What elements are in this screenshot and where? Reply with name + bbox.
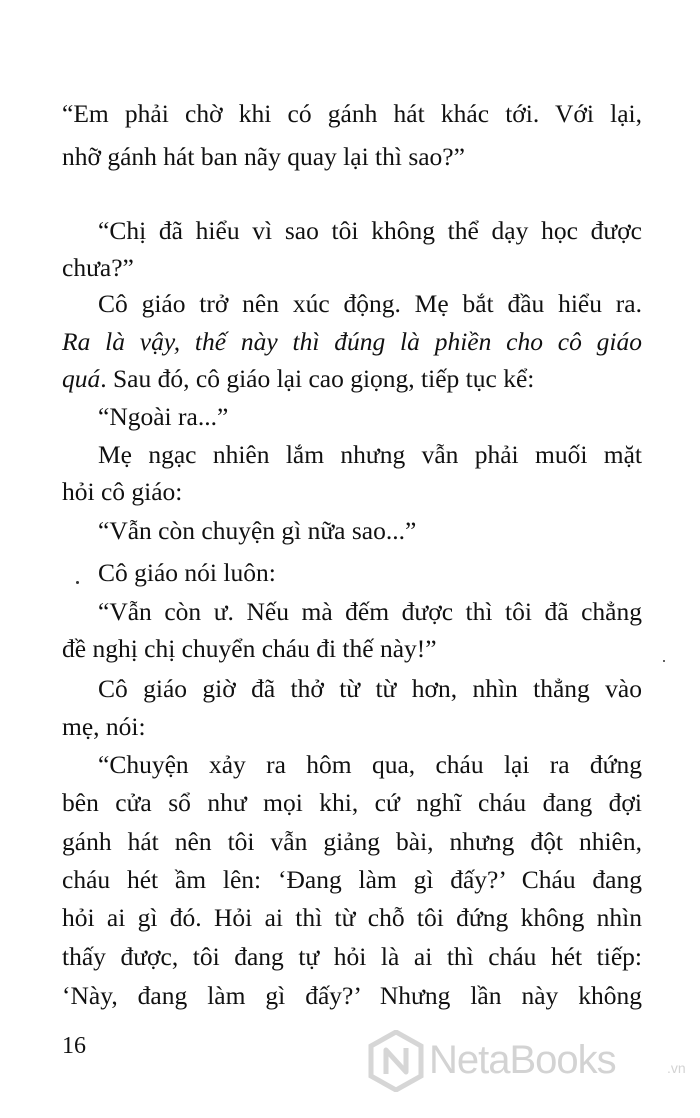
italic-fragment: quá <box>62 364 101 393</box>
text-line: “Ngoài ra...” <box>98 402 229 431</box>
text-line: hỏi ai gì đó. Hỏi ai thì từ chỗ tôi đứng không nhìn <box>62 903 642 932</box>
text-line: Cô giáo nói luôn: <box>98 558 276 587</box>
text-line-italic: Ra là vậy, thế này thì đúng là phiền cho cô giáo <box>62 327 642 356</box>
page-number: 16 <box>62 1033 86 1059</box>
text-line: Cô giáo trở nên xúc động. Mẹ bắt đầu hiểu ra. <box>98 289 642 318</box>
text-line: “Em phải chờ khi có gánh hát khác tới. Với lại, <box>62 99 642 128</box>
text-line: Mẹ ngạc nhiên lắm nhưng vẫn phải muối mặt <box>98 440 642 469</box>
netabooks-logo-icon <box>367 1030 425 1092</box>
text-line: hỏi cô giáo: <box>62 477 183 506</box>
text-line: mẹ, nói: <box>62 712 146 741</box>
text-line: gánh hát nên tôi vẫn giảng bài, nhưng đột nhiên, <box>62 827 642 856</box>
text-line: “Vẫn còn chuyện gì nữa sao...” <box>98 516 417 545</box>
text-fragment: . Sau đó, cô giáo lại cao giọng, tiếp tục kể: <box>100 364 535 393</box>
text-line: đề nghị chị chuyển cháu đi thế này!” <box>62 634 437 663</box>
text-line: “Vẫn còn ư. Nếu mà đếm được thì tôi đã chẳng <box>98 597 642 626</box>
text-line: ‘Này, đang làm gì đấy?’ Nhưng lần này không <box>62 981 642 1010</box>
text-line: bên cửa sổ như mọi khi, cứ nghĩ cháu đang đợi <box>62 788 642 817</box>
watermark-suffix: .vn <box>667 1060 686 1076</box>
watermark-brand: NetaBooks <box>429 1038 616 1082</box>
ink-speck <box>663 660 665 662</box>
text-line: “Chị đã hiểu vì sao tôi không thể dạy học được <box>98 216 642 245</box>
ink-speck <box>76 581 79 584</box>
text-line: nhỡ gánh hát ban nãy quay lại thì sao?” <box>62 142 465 171</box>
watermark-logo <box>367 1028 687 1094</box>
text-line: “Chuyện xảy ra hôm qua, cháu lại ra đứng <box>98 750 642 779</box>
text-line: cháu hét ầm lên: ‘Đang làm gì đấy?’ Cháu đang <box>62 865 642 894</box>
text-line: thấy được, tôi đang tự hỏi là ai thì cháu hét tiếp: <box>62 942 642 971</box>
text-line: chưa?” <box>62 253 134 282</box>
text-line <box>62 362 642 396</box>
text-line: Cô giáo giờ đã thở từ từ hơn, nhìn thẳng vào <box>98 674 642 703</box>
